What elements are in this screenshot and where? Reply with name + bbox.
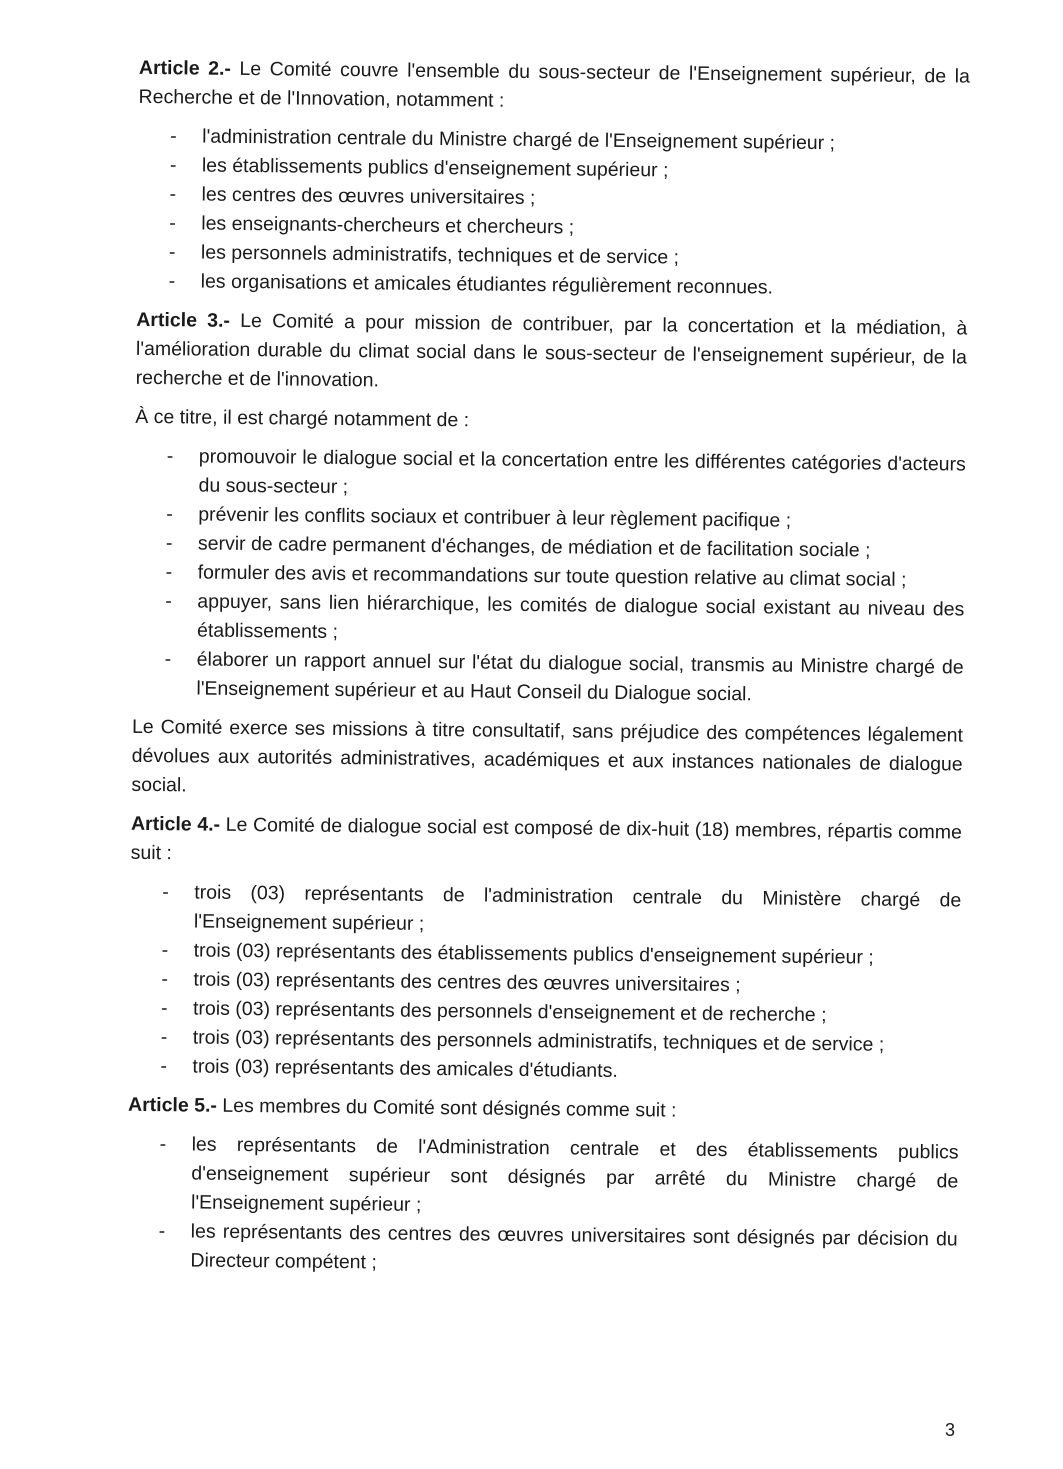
list-item: - formuler des avis et recommandations sur toute question relative au climat social ; — [133, 558, 964, 596]
list-item: - les centres des œuvres universitaires ; — [137, 180, 968, 218]
article-2-text: Le Comité couvre l'ensemble du sous-secteur de l'Enseignement supérieur, de la Recherche et de l'Innovation, notamment : — [138, 57, 970, 112]
list-item: - trois (03) représentants des personnels administratifs, techniques et de service ; — [129, 1023, 960, 1061]
list-item: - trois (03) représentants des centres des œuvres universitaires ; — [129, 965, 960, 1003]
list-item: - l'administration centrale du Ministre chargé de l'Enseignement supérieur ; — [138, 122, 969, 160]
list-item: - les enseignants-chercheurs et chercheurs ; — [137, 209, 968, 247]
page-number: 3 — [944, 1420, 955, 1440]
article-2-paragraph — [138, 54, 970, 121]
list-item: - élaborer un rapport annuel sur l'état du dialogue social, transmis au Ministre chargé de l'Enseignement supérieur et au Haut Conseil du Dialogue social. — [132, 645, 964, 712]
dash-bullet: - — [169, 154, 177, 177]
article-2-heading: Article 2.- — [138, 56, 232, 80]
list-item: - les représentants de l'Administration centrale et des établissements publics d'enseignement supérieur sont désignés par arrêté du Ministre chargé de l'Enseignement supérieur ; — [127, 1130, 959, 1226]
article-4-paragraph — [131, 810, 963, 877]
article-5-heading: Article 5.- — [127, 1093, 218, 1117]
dash-bullet: - — [165, 590, 172, 613]
list-item: - les représentants des centres des œuvres universitaires sont désignés par décision du Directeur compétent ; — [126, 1217, 958, 1284]
list-item: - trois (03) représentants des établissements publics d'enseignement supérieur ; — [130, 936, 961, 974]
dash-bullet: - — [169, 212, 176, 235]
article-3-paragraph — [136, 306, 968, 402]
dash-bullet: - — [160, 997, 168, 1020]
list-item: - prévenir les conflits sociaux et contribuer à leur règlement pacifique ; — [134, 500, 965, 538]
dash-bullet: - — [166, 503, 173, 526]
article-5-list — [126, 1130, 958, 1284]
article-3-heading: Article 3.- — [136, 308, 231, 332]
dash-bullet: - — [170, 125, 177, 148]
list-item: - les organisations et amicales étudiantes régulièrement reconnues. — [137, 267, 968, 305]
list-item: - trois (03) représentants de l'administration centrale du Ministère chargé de l'Enseignement supérieur ; — [130, 878, 962, 945]
dash-bullet: - — [168, 241, 176, 264]
list-item: - trois (03) représentants des amicales d'étudiants. — [128, 1052, 959, 1090]
article-5-text: Les membres du Comité sont désignés comme suit : — [216, 1094, 677, 1122]
dash-bullet: - — [164, 648, 172, 671]
dash-bullet: - — [169, 183, 177, 206]
article-5-paragraph — [128, 1091, 959, 1129]
article-2-list — [137, 122, 970, 305]
list-item: - appuyer, sans lien hiérarchique, les comités de dialogue social existant au niveau des établissements ; — [133, 587, 965, 654]
dash-bullet: - — [159, 1133, 167, 1156]
article-4-list — [128, 878, 961, 1090]
dash-bullet: - — [160, 1026, 168, 1049]
dash-bullet: - — [166, 445, 174, 468]
article-3-intro: À ce titre, il est chargé notamment de : — [135, 405, 470, 432]
dash-bullet: - — [168, 270, 176, 293]
list-item: - trois (03) représentants des personnels d'enseignement et de recherche ; — [129, 994, 960, 1032]
article-3-closing: Le Comité exerce ses missions à titre consultatif, sans préjudice des compétences légalement dévolues aux autorités administratives, académiques et aux instances nationales de dialogue social. — [131, 715, 964, 797]
article-4-text: Le Comité de dialogue social est composé de dix-huit (18) membres, répartis comme suit : — [130, 813, 963, 865]
article-4-heading: Article 4.- — [130, 812, 221, 836]
dash-bullet: - — [158, 1220, 166, 1243]
list-item: - les personnels administratifs, techniques et de service ; — [137, 238, 968, 276]
dash-bullet: - — [161, 968, 169, 991]
dash-bullet: - — [165, 561, 173, 584]
article-3-text: Le Comité a pour mission de contribuer, par la concertation et la médiation, à l'amélioration durable du climat social dans le sous-secteur de l'enseignement supérieur, de la recherche et de l'innovation. — [135, 309, 968, 392]
list-item: - les établissements publics d'enseignement supérieur ; — [138, 151, 969, 189]
list-item: - promouvoir le dialogue social et la concertation entre les différentes catégories d'acteurs du sous-secteur ; — [134, 442, 966, 509]
list-item: - servir de cadre permanent d'échanges, de médiation et de facilitation sociale ; — [134, 529, 965, 567]
dash-bullet: - — [165, 532, 173, 555]
article-3-list — [132, 442, 966, 712]
dash-bullet: - — [160, 1055, 168, 1078]
dash-bullet: - — [162, 881, 169, 904]
dash-bullet: - — [161, 939, 169, 962]
